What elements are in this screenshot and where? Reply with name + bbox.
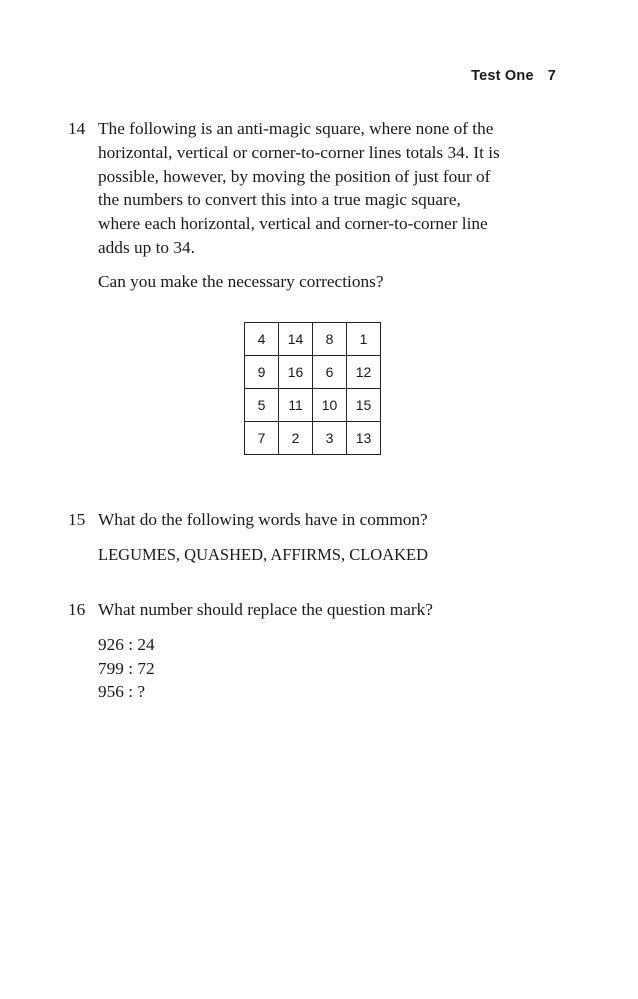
grid-cell: 7	[245, 422, 279, 455]
question-15	[68, 508, 558, 567]
grid-cell: 14	[279, 323, 313, 356]
grid-cell: 3	[313, 422, 347, 455]
question-text: What do the following words have in common?	[98, 510, 428, 529]
question-text-line: where each horizontal, vertical and corner-to-corner line	[98, 214, 488, 234]
grid-cell: 9	[245, 356, 279, 389]
grid-cell: 12	[347, 356, 381, 389]
grid-cell: 2	[279, 422, 313, 455]
anti-magic-square	[244, 322, 381, 455]
question-prompt: Can you make the necessary corrections?	[98, 271, 384, 291]
number-pair-line: 799 : 72	[98, 658, 155, 678]
grid-cell: 15	[347, 389, 381, 422]
question-body	[98, 508, 558, 567]
question-number: 14	[68, 119, 86, 138]
question-body	[98, 117, 558, 294]
magic-square-grid	[244, 322, 381, 455]
question-text-line: adds up to 34.	[98, 237, 195, 257]
word-list: LEGUMES, QUASHED, AFFIRMS, CLOAKED	[98, 544, 429, 564]
grid-row	[245, 323, 381, 356]
running-head	[471, 68, 556, 84]
grid-cell: 8	[313, 323, 347, 356]
page-number: 7	[547, 68, 556, 84]
grid-cell: 11	[279, 389, 313, 422]
grid-cell: 16	[279, 356, 313, 389]
question-text-line: horizontal, vertical or corner-to-corner lines totals 34. It is	[98, 142, 500, 162]
question-16	[68, 598, 558, 704]
question-text	[98, 117, 558, 260]
grid-cell: 5	[245, 389, 279, 422]
question-text-line: possible, however, by moving the position of just four of	[98, 166, 491, 186]
question-number: 15	[68, 510, 86, 529]
grid-cell: 4	[245, 323, 279, 356]
grid-row	[245, 422, 381, 455]
question-body	[98, 598, 558, 704]
grid-row	[245, 389, 381, 422]
grid-cell: 6	[313, 356, 347, 389]
number-pairs	[98, 633, 558, 704]
question-text-line: The following is an anti-magic square, where none of the	[98, 119, 494, 138]
grid-cell: 13	[347, 422, 381, 455]
grid-row	[245, 356, 381, 389]
grid-cell: 10	[313, 389, 347, 422]
question-number: 16	[68, 600, 86, 619]
grid-cell: 1	[347, 323, 381, 356]
number-pair-line: 926 : 24	[98, 634, 155, 654]
question-14	[68, 117, 558, 294]
running-head-title: Test One	[471, 68, 534, 84]
question-text: What number should replace the question mark?	[98, 600, 433, 619]
number-pair-line: 956 : ?	[98, 682, 146, 702]
question-text-line: the numbers to convert this into a true magic square,	[98, 190, 461, 210]
